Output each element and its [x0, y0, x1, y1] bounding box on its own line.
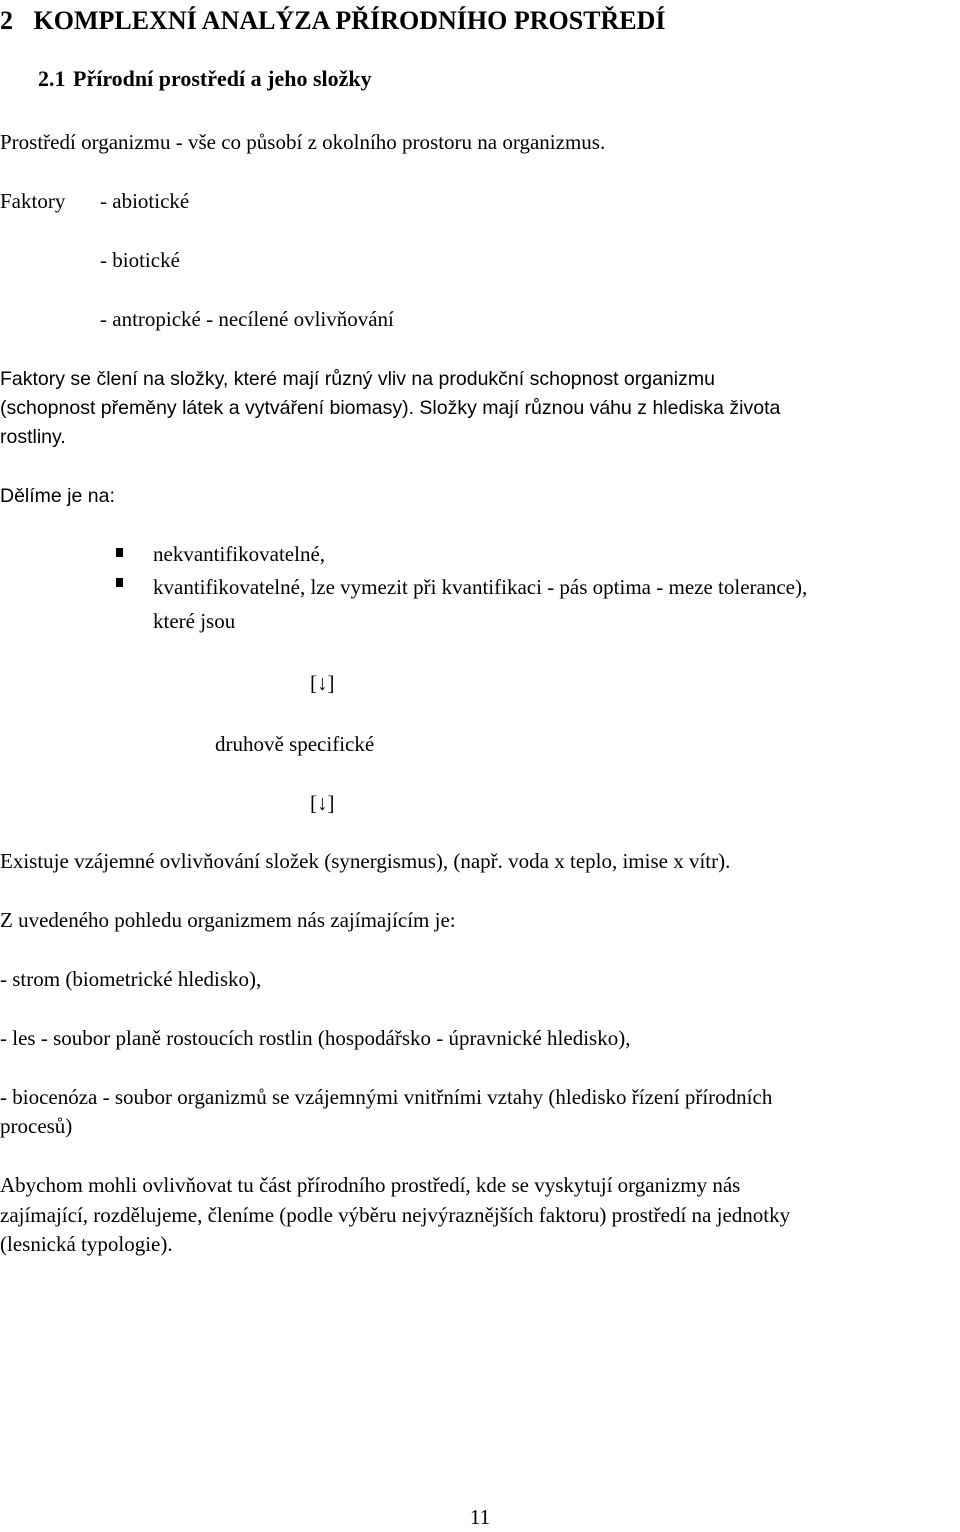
section-title: Přírodní prostředí a jeho složky — [73, 66, 372, 91]
perspective-item-biocenosis: - biocenóza - soubor organizmů se vzájemnými vnitřními vztahy (hledisko řízení přírodních — [0, 1085, 773, 1109]
closing-line-2: zajímající, rozdělujeme, členíme (podle výběru nejvýraznějších faktoru) prostředí na jednotky — [0, 1203, 791, 1227]
page-number: 11 — [469, 1505, 491, 1529]
division-bullet-2: kvantifikovatelné, lze vymezit při kvantifikaci - pás optima - meze tolerance), — [153, 575, 808, 599]
closing-line-1: Abychom mohli ovlivňovat tu část přírodního prostředí, kde se vyskytují organizmy nás — [0, 1173, 741, 1197]
factor-item-biotic: - biotické — [100, 248, 180, 272]
chapter-title: KOMPLEXNÍ ANALÝZA PŘÍRODNÍHO PROSTŘEDÍ — [33, 6, 666, 35]
factor-item-anthropic: - antropické - necílené ovlivňování — [100, 307, 394, 331]
species-specific-text: druhově specifické — [215, 732, 375, 756]
components-line-1: Faktory se člení na složky, které mají různý vliv na produkční schopnost organizmu — [0, 368, 715, 390]
interaction-text: Existuje vzájemné ovlivňování složek (synergismus), (např. voda x teplo, imise x vítr). — [0, 849, 731, 873]
section-heading — [38, 64, 372, 94]
components-line-2: (schopnost přeměny látek a vytváření biomasy). Složky mají různou váhu z hlediska života — [0, 397, 781, 419]
factors-label: Faktory — [0, 189, 66, 213]
perspective-item-tree: - strom (biometrické hledisko), — [0, 967, 262, 991]
perspective-item-forest: - les - soubor planě rostoucích rostlin (hospodářsko - úpravnické hledisko), — [0, 1026, 631, 1050]
square-bullet-icon — [116, 578, 123, 587]
chapter-heading — [0, 4, 666, 38]
down-arrow-bottom: [↓] — [310, 791, 335, 815]
division-bullet-1: nekvantifikovatelné, — [153, 542, 326, 566]
definition-text: Prostředí organizmu - vše co působí z okolního prostoru na organizmus. — [0, 130, 606, 154]
square-bullet-icon — [116, 548, 123, 557]
down-arrow-top: [↓] — [310, 671, 335, 695]
components-line-3: rostliny. — [0, 426, 66, 448]
division-intro: Dělíme je na: — [0, 485, 115, 507]
factor-item-abiotic: - abiotické — [100, 189, 190, 213]
perspective-intro: Z uvedeného pohledu organizmem nás zajímajícím je: — [0, 908, 456, 932]
section-number: 2.1 — [38, 66, 66, 91]
division-bullet-continuation: které jsou — [153, 609, 236, 633]
chapter-number: 2 — [0, 6, 13, 35]
closing-line-3: (lesnická typologie). — [0, 1232, 173, 1256]
perspective-item-continuation: procesů) — [0, 1114, 73, 1138]
